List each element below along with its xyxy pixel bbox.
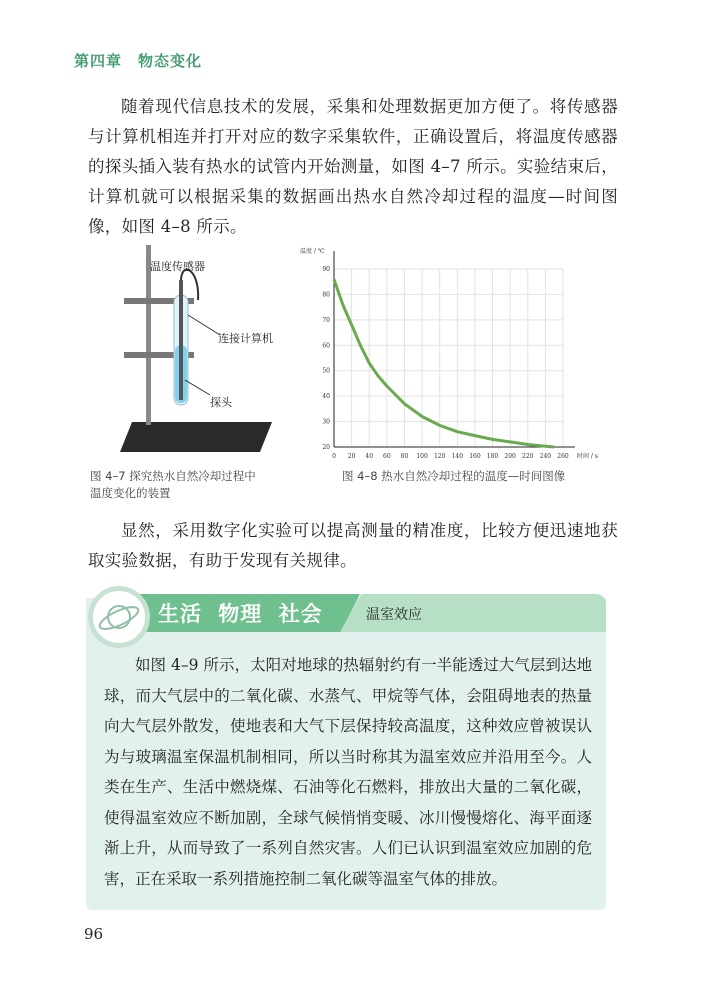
- label-sensor: 温度传感器: [150, 260, 205, 273]
- paragraph-conclusion: [88, 516, 618, 576]
- x-tick-label: 80: [400, 453, 409, 460]
- x-tick-label: 200: [504, 453, 516, 460]
- planet-badge: [88, 586, 150, 648]
- y-tick-label: 90: [322, 266, 330, 273]
- x-tick-label: 240: [539, 453, 552, 460]
- x-tick-label: 260: [557, 453, 569, 460]
- x-tick-label: 220: [522, 453, 534, 460]
- x-tick-label: 180: [486, 453, 499, 460]
- planet-icon: [93, 591, 145, 643]
- paragraph-text: 显然，采用数字化实验可以提高测量的精准度，比较方便迅速地获取实验数据，有助于发现有关规律。: [88, 521, 618, 570]
- caption-line: 图 4–7 探究热水自然冷却过程中: [90, 469, 256, 483]
- y-tick-label: 50: [322, 367, 330, 375]
- y-axis-label: 温度 / ℃: [300, 248, 325, 255]
- x-tick-label: 140: [451, 453, 464, 460]
- x-tick-label: 20: [347, 453, 356, 460]
- x-tick-label: 100: [416, 453, 428, 460]
- sidebar-text: 如图 4–9 所示，太阳对地球的热辐射约有一半能透过大气层到达地球，而大气层中的二氧化碳、水蒸气、甲烷等气体，会阻碍地表的热量向大气层外散发，使地表和大气下层保持较高温度，这种效应曾被误认为与玻璃温室保温机制相同，所以当时称其为温室效应并沿用至今。人类在生产、生活中燃烧煤、石油等化石燃料，排放出大量的二氧化碳，使得温室效应不断加剧，全球气候悄悄变暖、冰川慢慢熔化、海平面逐渐上升，从而导致了一系列自然灾害。人们已认识到温室效应加剧的危害，正在采取一系列措施控制二氧化碳等温室气体的排放。: [104, 656, 592, 888]
- paragraph-text: 随着现代信息技术的发展，采集和处理数据更加方便了。将传感器与计算机相连并打开对应的数字采集软件，正确设置后，将温度传感器的探头插入装有热水的试管内开始测量，如图 4–7 所示。实验结束后，计算机就可以根据采集的数据画出热水自然冷却过程的温度—时间图像，如图 4–8 所示。: [88, 97, 618, 236]
- x-tick-label: 60: [383, 453, 391, 460]
- x-tick-label: 160: [469, 453, 481, 460]
- y-tick-label: 30: [322, 418, 330, 426]
- figure-4-8-caption: 图 4–8 热水自然冷却过程的温度—时间图像: [342, 469, 566, 483]
- x-tick-label: 0: [332, 453, 336, 460]
- caption-line: 温度变化的装置: [90, 486, 171, 500]
- page-number: 96: [84, 925, 104, 943]
- stand-base: [120, 422, 272, 452]
- y-tick-label: 80: [322, 291, 330, 299]
- y-tick-label: 20: [322, 444, 330, 451]
- y-tick-label: 40: [322, 393, 330, 401]
- y-tick-label: 70: [322, 316, 330, 324]
- sensor-probe: [179, 280, 183, 400]
- sidebar-title: 生活 物理 社会: [158, 602, 323, 626]
- y-tick-label: 60: [322, 342, 330, 350]
- temperature-time-chart: [300, 245, 600, 465]
- sidebar-body: [104, 650, 592, 894]
- sidebar-subtitle: 温室效应: [366, 607, 422, 623]
- label-computer: 连接计算机: [218, 332, 273, 345]
- chapter-header: 第四章 物态变化: [74, 52, 203, 70]
- x-axis-label: 时间 / s: [577, 453, 598, 460]
- paragraph-intro: [88, 92, 618, 242]
- x-tick-label: 40: [365, 453, 374, 460]
- apparatus-illustration: [110, 240, 310, 460]
- label-probe: 探头: [210, 396, 232, 409]
- figure-4-7-caption: [90, 468, 256, 502]
- x-tick-label: 120: [433, 453, 446, 460]
